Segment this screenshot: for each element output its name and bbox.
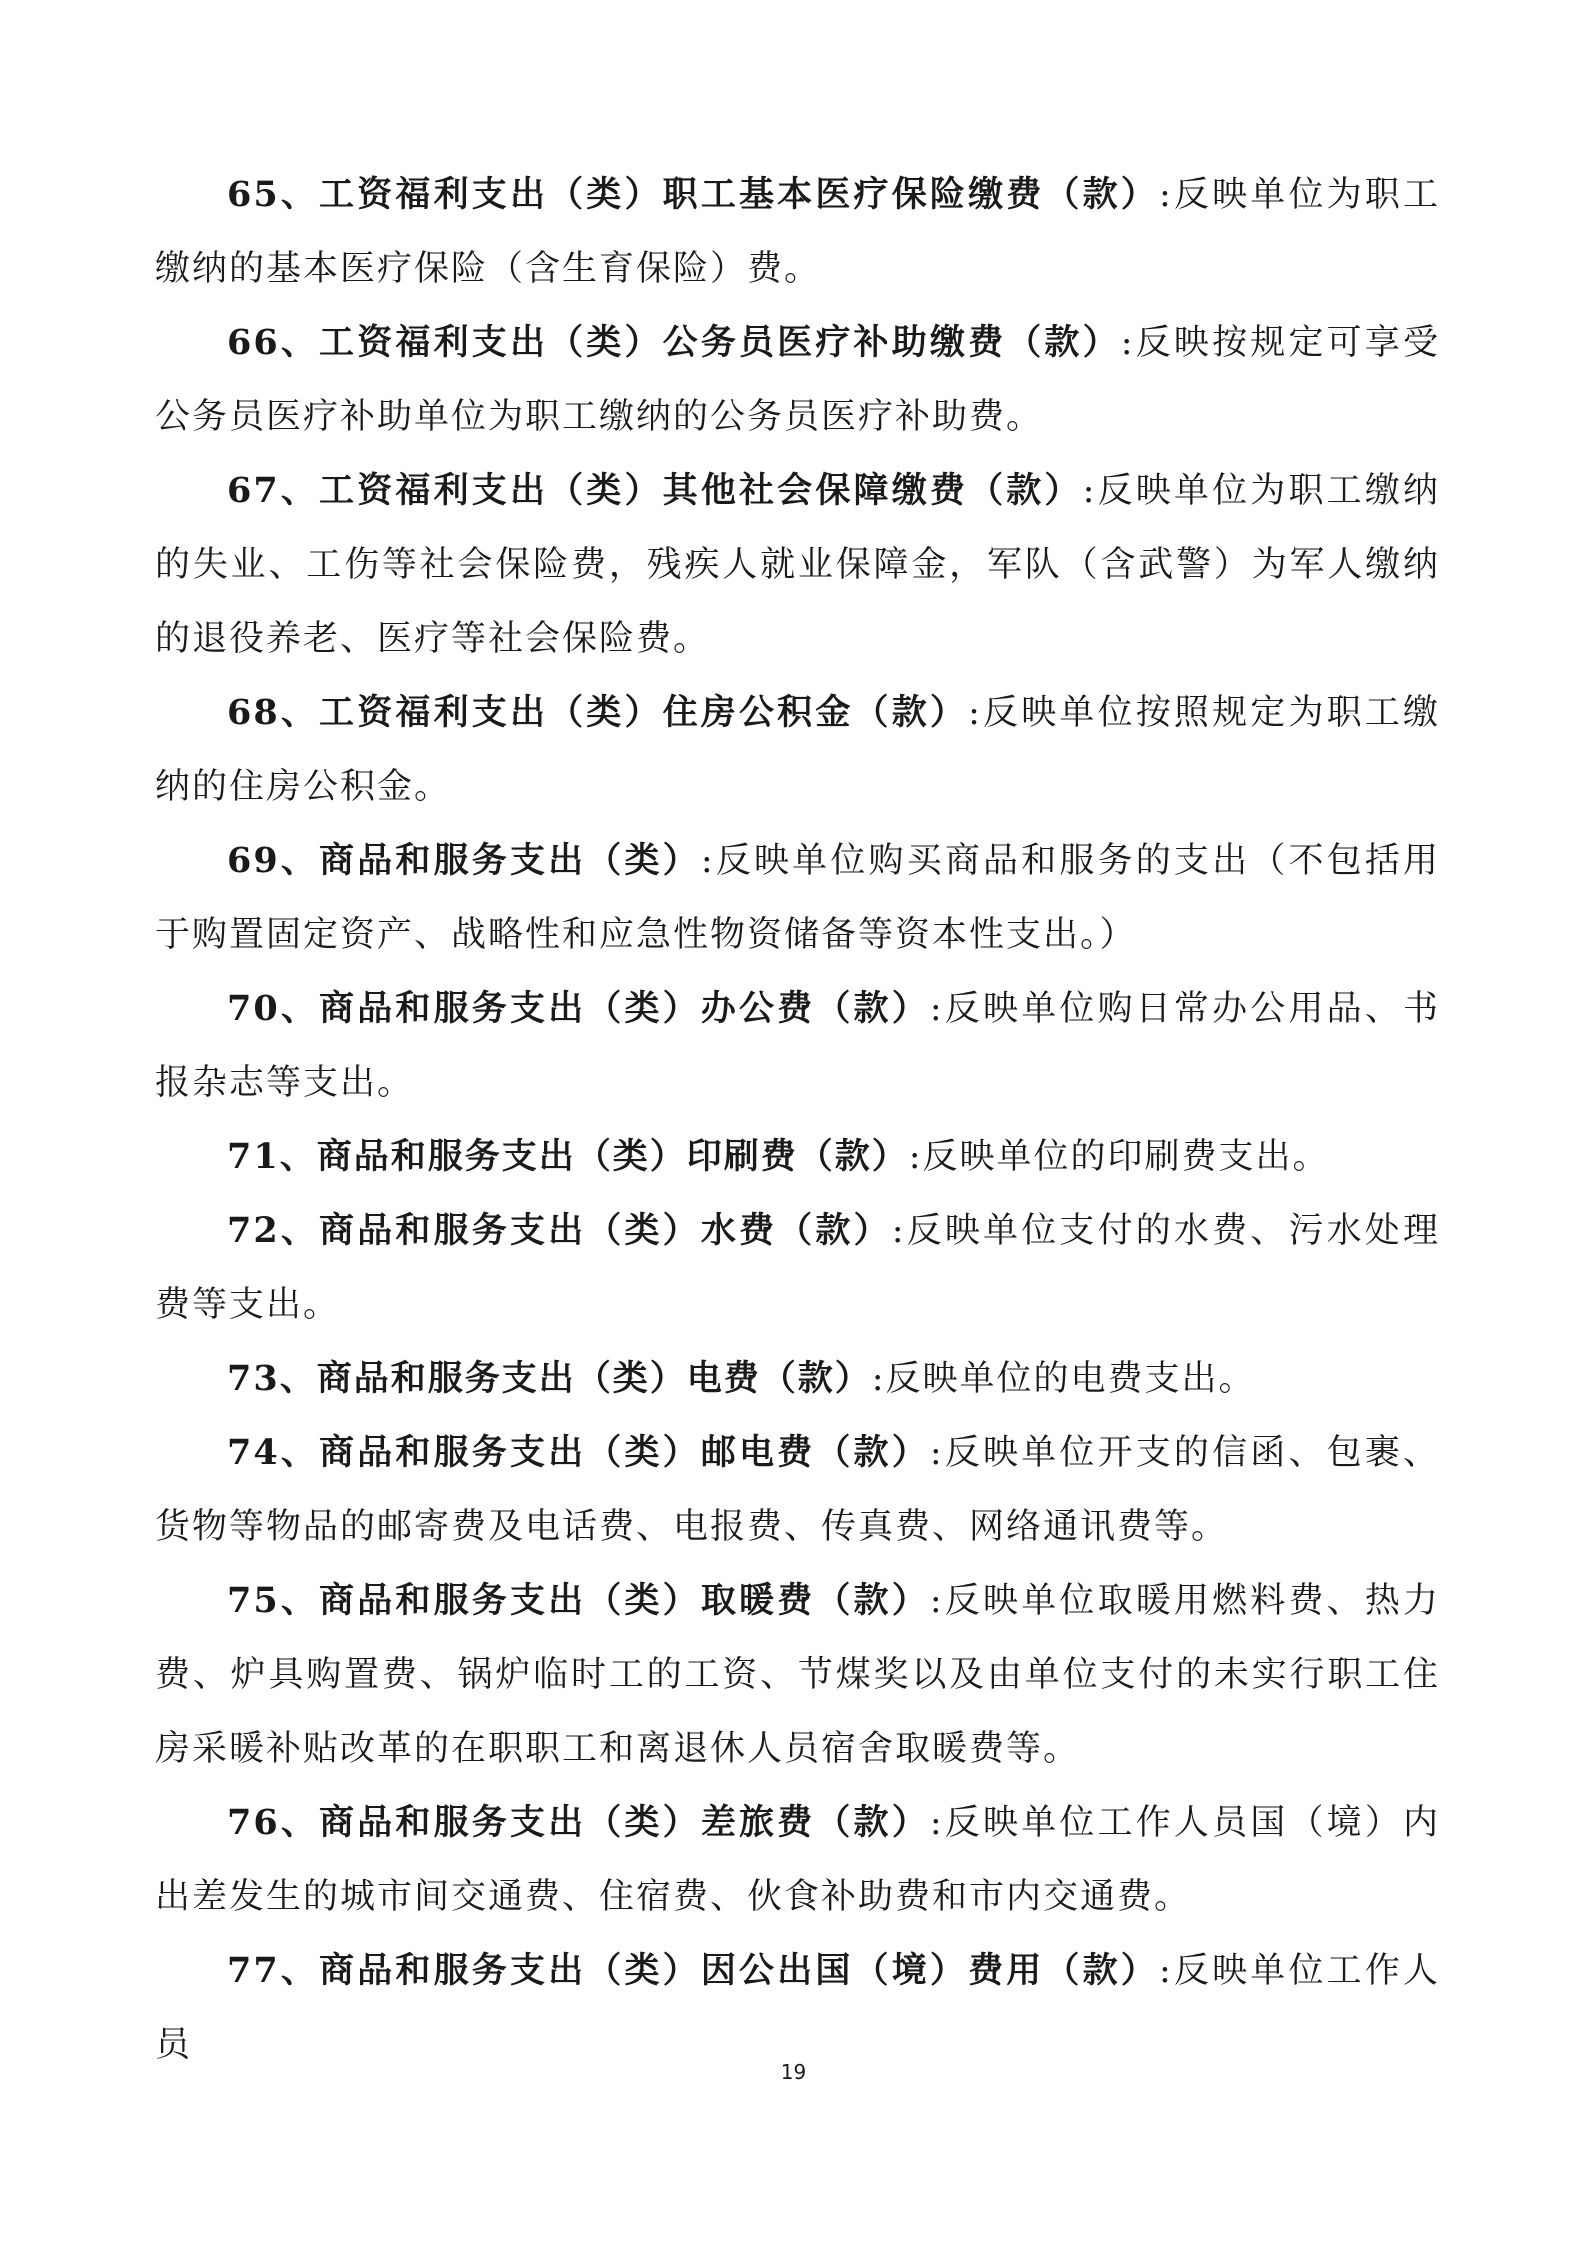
entry-heading: 66、工资福利支出（类）公务员医疗补助缴费（款）: [227, 322, 1121, 363]
entry-74: [155, 1416, 1440, 1564]
entry-68: [155, 676, 1440, 824]
entry-heading: 65、工资福利支出（类）职工基本医疗保险缴费（款）: [227, 174, 1159, 215]
entry-description: :反映单位支付的水费、污水处理费等支出。: [155, 1211, 1440, 1325]
entry-description: :反映按规定可享受公务员医疗补助单位为职工缴纳的公务员医疗补助费。: [155, 323, 1440, 437]
entry-heading: 68、工资福利支出（类）住房公积金（款）: [227, 692, 969, 733]
entry-67: [155, 454, 1440, 676]
entry-description: :反映单位的印刷费支出。: [908, 1137, 1330, 1177]
entry-description: :反映单位为职工缴纳的失业、工伤等社会保险费，残疾人就业保障金，军队（含武警）为军人缴纳的退役养老、医疗等社会保险费。: [155, 471, 1440, 659]
entry-description: :反映单位工作人员国（境）内出差发生的城市间交通费、住宿费、伙食补助费和市内交通费。: [155, 1803, 1440, 1917]
entry-description: :反映单位取暖用燃料费、热力费、炉具购置费、锅炉临时工的工资、节煤奖以及由单位支付的未实行职工住房采暖补贴改革的在职职工和离退休人员宿舍取暖费等。: [155, 1581, 1440, 1769]
entry-description: :反映单位按照规定为职工缴纳的住房公积金。: [155, 693, 1440, 807]
entry-73: [155, 1342, 1440, 1416]
entry-description: :反映单位购日常办公用品、书报杂志等支出。: [155, 989, 1440, 1103]
entry-description: :反映单位开支的信函、包裹、货物等物品的邮寄费及电话费、电报费、传真费、网络通讯费等。: [155, 1433, 1440, 1547]
entry-65: [155, 158, 1440, 306]
entry-72: [155, 1194, 1440, 1342]
entry-description: :反映单位的电费支出。: [871, 1359, 1256, 1399]
entry-heading: 72、商品和服务支出（类）水费（款）: [227, 1210, 892, 1251]
entry-heading: 75、商品和服务支出（类）取暖费（款）: [227, 1580, 930, 1621]
entry-heading: 76、商品和服务支出（类）差旅费（款）: [227, 1802, 930, 1843]
entry-description: :反映单位为职工缴纳的基本医疗保险（含生育保险）费。: [155, 175, 1440, 289]
entry-heading: 77、商品和服务支出（类）因公出国（境）费用（款）: [227, 1950, 1159, 1991]
entry-70: [155, 972, 1440, 1120]
entry-description: :反映单位工作人员: [155, 1951, 1440, 2065]
document-body: [155, 158, 1440, 2082]
entry-76: [155, 1786, 1440, 1934]
entry-heading: 70、商品和服务支出（类）办公费（款）: [227, 988, 930, 1029]
entry-heading: 69、商品和服务支出（类）: [227, 840, 701, 881]
entry-75: [155, 1564, 1440, 1786]
entry-66: [155, 306, 1440, 454]
entry-heading: 71、商品和服务支出（类）印刷费（款）: [227, 1136, 909, 1177]
entry-69: [155, 824, 1440, 972]
entry-heading: 74、商品和服务支出（类）邮电费（款）: [227, 1432, 930, 1473]
entry-heading: 67、工资福利支出（类）其他社会保障缴费（款）: [227, 470, 1083, 511]
entry-71: [155, 1120, 1440, 1194]
entry-heading: 73、商品和服务支出（类）电费（款）: [227, 1358, 872, 1399]
entry-description: :反映单位购买商品和服务的支出（不包括用于购置固定资产、战略性和应急性物资储备等资本性支出。）: [155, 841, 1440, 955]
page-number: 19: [780, 2060, 807, 2084]
